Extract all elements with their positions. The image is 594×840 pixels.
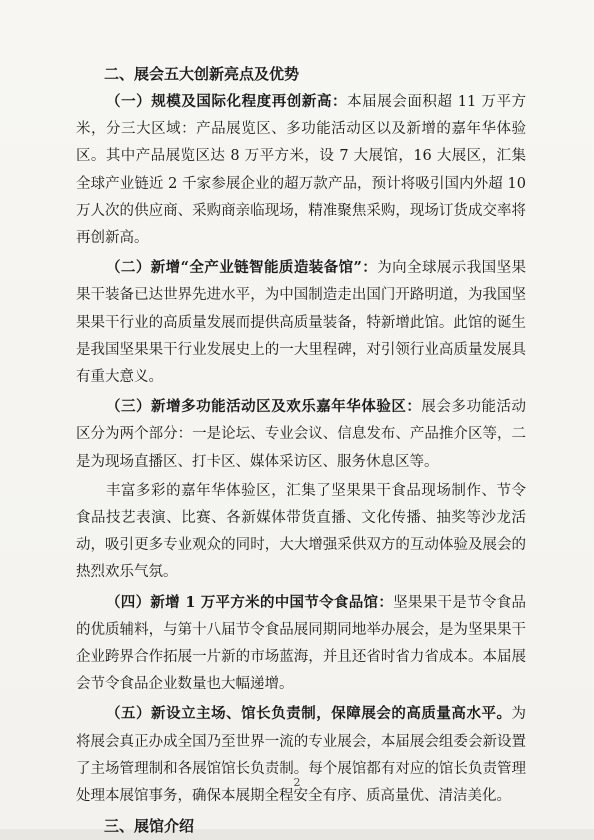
paragraph-seasonal-food-hall [76,589,526,699]
paragraph-text: 坚果果干是节令食品的优质辅料，与第十八届节令食品展同期同地举办展会，是为坚果果干企业跨界合作拓展一片新的市场蓝海，并且还省时省力省成本。本届展会节令食品企业数量也大幅递增。 [76,594,526,693]
paragraph-equipment-hall [76,254,526,391]
paragraph-lead: （四）新增 1 万平方米的中国节令食品馆： [106,593,394,611]
section-heading-halls: 三、展馆介绍 [104,817,195,836]
paragraph-lead: （五）新设立主场、馆长负责制，保障展会的高质量高水平。 [106,705,512,723]
paragraph-text: 为向全球展示我国坚果果干装备已达世界先进水平，为中国制造走出国门开路明道，为我国坚果果干行业的高质量发展而提供高质量装备，特新增此馆。此馆的诞生是我国坚果果干行业发展史上的一大里程碑，对引领行业高质量发展具有重大意义。 [76,260,526,386]
paragraph-lead: （一）规模及国际化程度再创新高： [106,93,348,110]
paragraph-text: 丰富多彩的嘉年华体验区，汇集了坚果果干食品现场制作、节令食品技艺表演、比赛、各新媒体带货直播、文化传播、抽奖等沙龙活动，吸引更多专业观众的同时，大大增强采供双方的互动体验及展会的热烈欢乐气氛。 [76,482,526,581]
paragraph-activity-zone [76,393,526,476]
paragraph-carnival [76,478,526,587]
paragraph-text: 为将展会真正办成全国乃至世界一流的专业展会，本届展会组委会新设置了主场管理制和各展馆馆长负责制。每个展馆都有对应的馆长负责管理处理本展馆事务，确保本展期全程安全有序、质高量优、清洁美化。 [76,706,526,805]
section-heading-innovations: 二、展会五大创新亮点及优势 [104,65,300,83]
document-body [76,60,526,840]
paragraph-text: 展会多功能活动区分为两个部分：一是论坛、专业会议、信息发布、产品推介区等，二是为现场直播区、打卡区、媒体采访区、服务休息区等。 [76,399,527,470]
paragraph-text: 本届展会面积超 11 万平方米，分三大区域：产品展览区、多功能活动区以及新增的嘉年华体验区。其中产品展览区达 8 万平方米，设 7 大展馆，16 大展区，汇集全球产业链近 2 千家参展企业的超万款产品，预计将吸引国内外超 10 万人次的供应商、采购商亲临现场，精准聚焦采购，现场订货成交率将再创新高。 [76,94,527,247]
paragraph-lead: （三）新增多功能活动区及欢乐嘉年华体验区： [106,398,422,416]
paragraph-lead: （二）新增“全产业链智能质造装备馆”： [106,259,378,277]
page-number: 2 [293,776,301,789]
paragraph-scale [76,88,526,252]
paragraph-management [76,700,526,810]
